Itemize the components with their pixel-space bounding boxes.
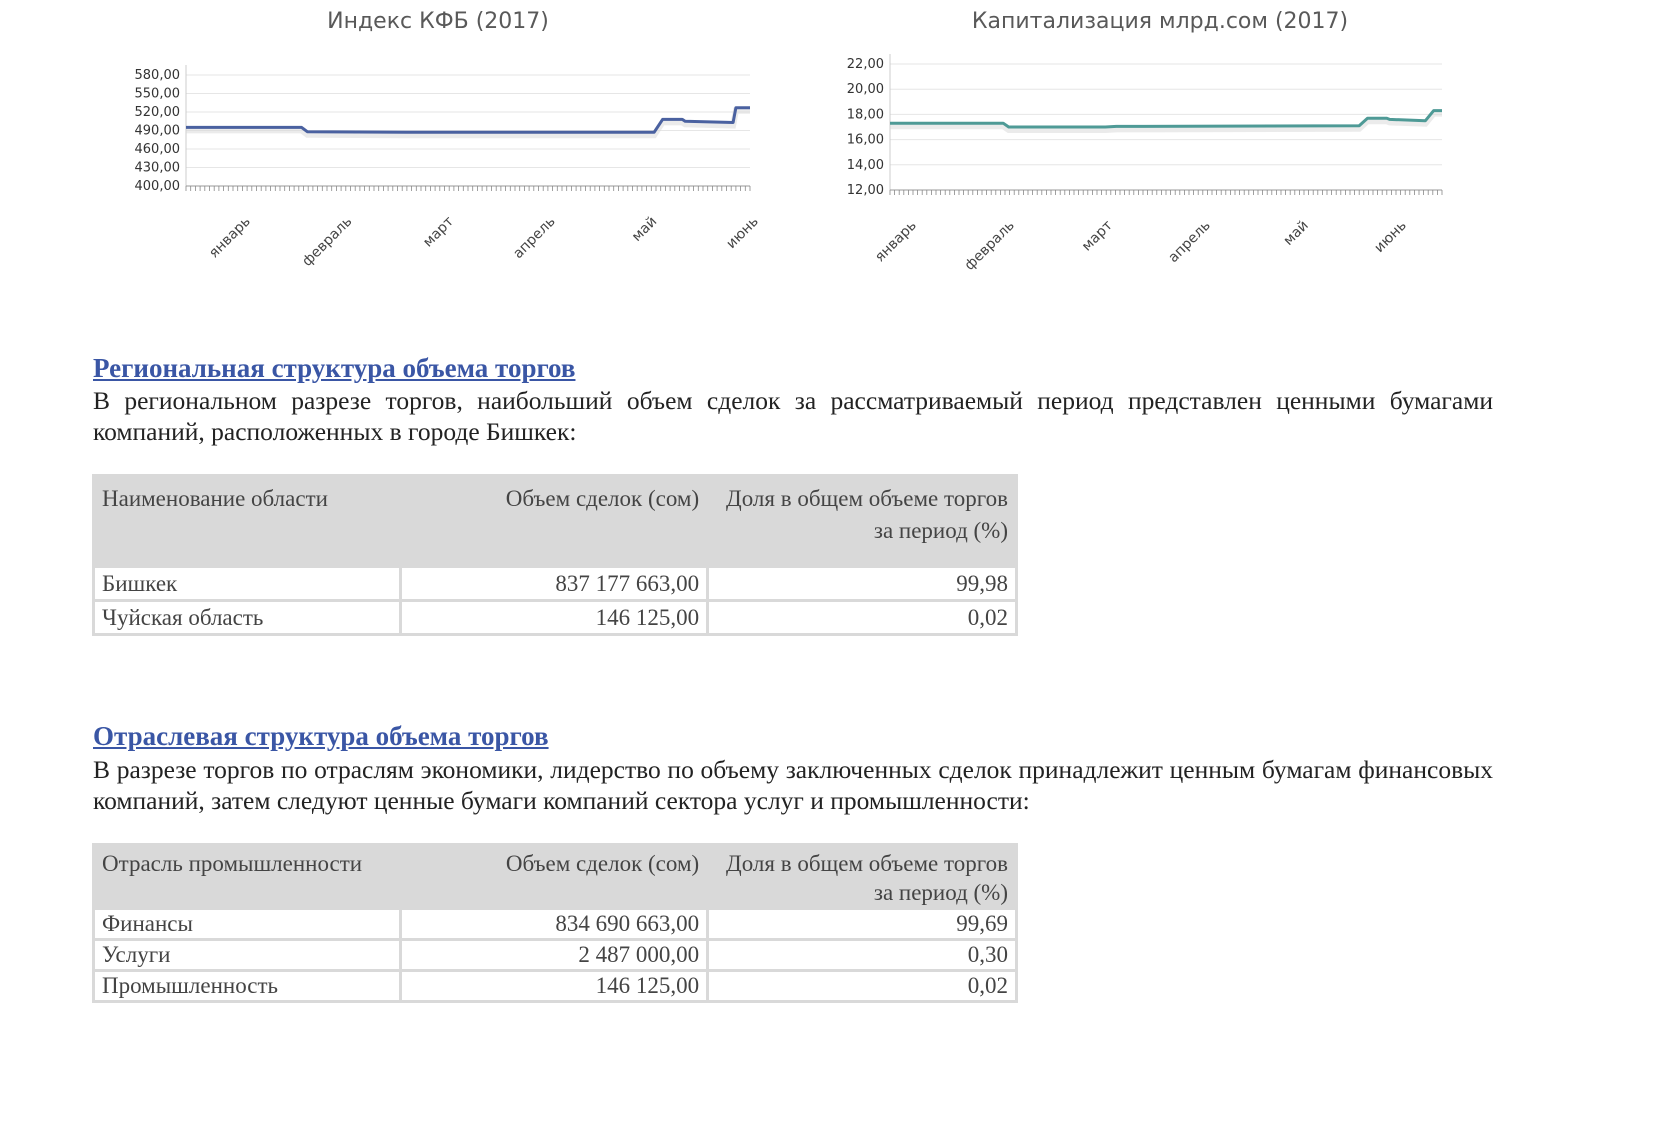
cell-sector: Промышленность xyxy=(94,971,401,1002)
header-volume: Объем сделок (сом) xyxy=(401,476,708,567)
y-tick-label: 580,00 xyxy=(134,68,180,83)
table-row xyxy=(94,567,1017,601)
table-row xyxy=(94,909,1017,940)
y-tick-label: 22,00 xyxy=(846,57,884,72)
y-tick-label: 18,00 xyxy=(846,107,884,123)
cell-sector: Финансы xyxy=(94,909,401,940)
cell-share: 0,02 xyxy=(708,971,1017,1002)
regional-table xyxy=(92,474,1018,636)
series-line xyxy=(186,108,750,133)
x-tick-label: май xyxy=(628,213,661,245)
y-tick-label: 16,00 xyxy=(846,132,884,148)
x-tick-label: март xyxy=(420,213,458,251)
series-line xyxy=(890,111,1442,127)
paragraph-regional: В региональном разрезе торгов, наибольший объем сделок за рассматриваемый период представлен ценными бумагами компаний, расположенных в городе Бишкек: xyxy=(93,386,1493,446)
y-tick-label: 520,00 xyxy=(134,105,180,120)
cell-sector: Услуги xyxy=(94,940,401,971)
header-sector: Отрасль промышленности xyxy=(94,845,401,909)
cell-region: Бишкек xyxy=(94,567,401,601)
cell-volume: 837 177 663,00 xyxy=(401,567,708,601)
x-tick-label: июнь xyxy=(1371,217,1410,256)
paragraph-sectoral: В разрезе торгов по отраслям экономики, лидерство по объему заключенных сделок принадлежит ценным бумагам финансовых компаний, затем следуют ценные бумаги компаний сектора услуг и промышленности: xyxy=(93,755,1493,815)
header-region: Наименование области xyxy=(94,476,401,567)
y-tick-label: 14,00 xyxy=(846,157,884,173)
capitalization-chart-svg xyxy=(845,0,1565,280)
cell-share: 99,69 xyxy=(708,909,1017,940)
x-tick-label: июнь xyxy=(723,213,762,252)
cell-volume: 2 487 000,00 xyxy=(401,940,708,971)
cell-volume: 834 690 663,00 xyxy=(401,909,708,940)
x-tick-label: май xyxy=(1280,217,1312,249)
x-tick-label: январь xyxy=(872,217,920,266)
header-share: Доля в общем объеме торгов за период (%) xyxy=(708,845,1017,909)
table-header-row xyxy=(94,845,1017,909)
x-tick-label: февраль xyxy=(299,213,356,270)
cell-region: Чуйская область xyxy=(94,601,401,635)
sectoral-table xyxy=(92,843,1018,1003)
table-row xyxy=(94,940,1017,971)
x-tick-label: февраль xyxy=(961,217,1018,274)
cell-share: 0,02 xyxy=(708,601,1017,635)
y-tick-label: 400,00 xyxy=(134,179,180,194)
chart-title: Индекс КФБ (2017) xyxy=(327,9,549,34)
x-tick-label: апрель xyxy=(1165,217,1214,266)
cell-volume: 146 125,00 xyxy=(401,601,708,635)
x-tick-label: январь xyxy=(206,213,254,262)
kfb-index-chart-svg xyxy=(100,0,820,280)
kfb-index-chart xyxy=(100,0,820,280)
table-row xyxy=(94,601,1017,635)
y-tick-label: 460,00 xyxy=(134,142,180,157)
y-tick-label: 430,00 xyxy=(134,160,180,176)
y-tick-label: 12,00 xyxy=(846,183,884,198)
capitalization-chart xyxy=(845,0,1565,280)
header-volume: Объем сделок (сом) xyxy=(401,845,708,909)
table-header-row xyxy=(94,476,1017,567)
section-title-regional: Региональная структура объема торгов xyxy=(93,353,576,383)
cell-share: 0,30 xyxy=(708,940,1017,971)
y-tick-label: 20,00 xyxy=(846,82,884,98)
cell-volume: 146 125,00 xyxy=(401,971,708,1002)
header-share: Доля в общем объеме торгов за период (%) xyxy=(708,476,1017,567)
cell-share: 99,98 xyxy=(708,567,1017,601)
table-row xyxy=(94,971,1017,1002)
x-tick-label: март xyxy=(1078,217,1116,255)
chart-title: Капитализация млрд.сом (2017) xyxy=(971,9,1349,34)
y-tick-label: 490,00 xyxy=(134,123,180,139)
y-tick-label: 550,00 xyxy=(134,86,180,102)
x-tick-label: апрель xyxy=(510,213,559,262)
section-title-sectoral: Отраслевая структура объема торгов xyxy=(93,721,549,751)
